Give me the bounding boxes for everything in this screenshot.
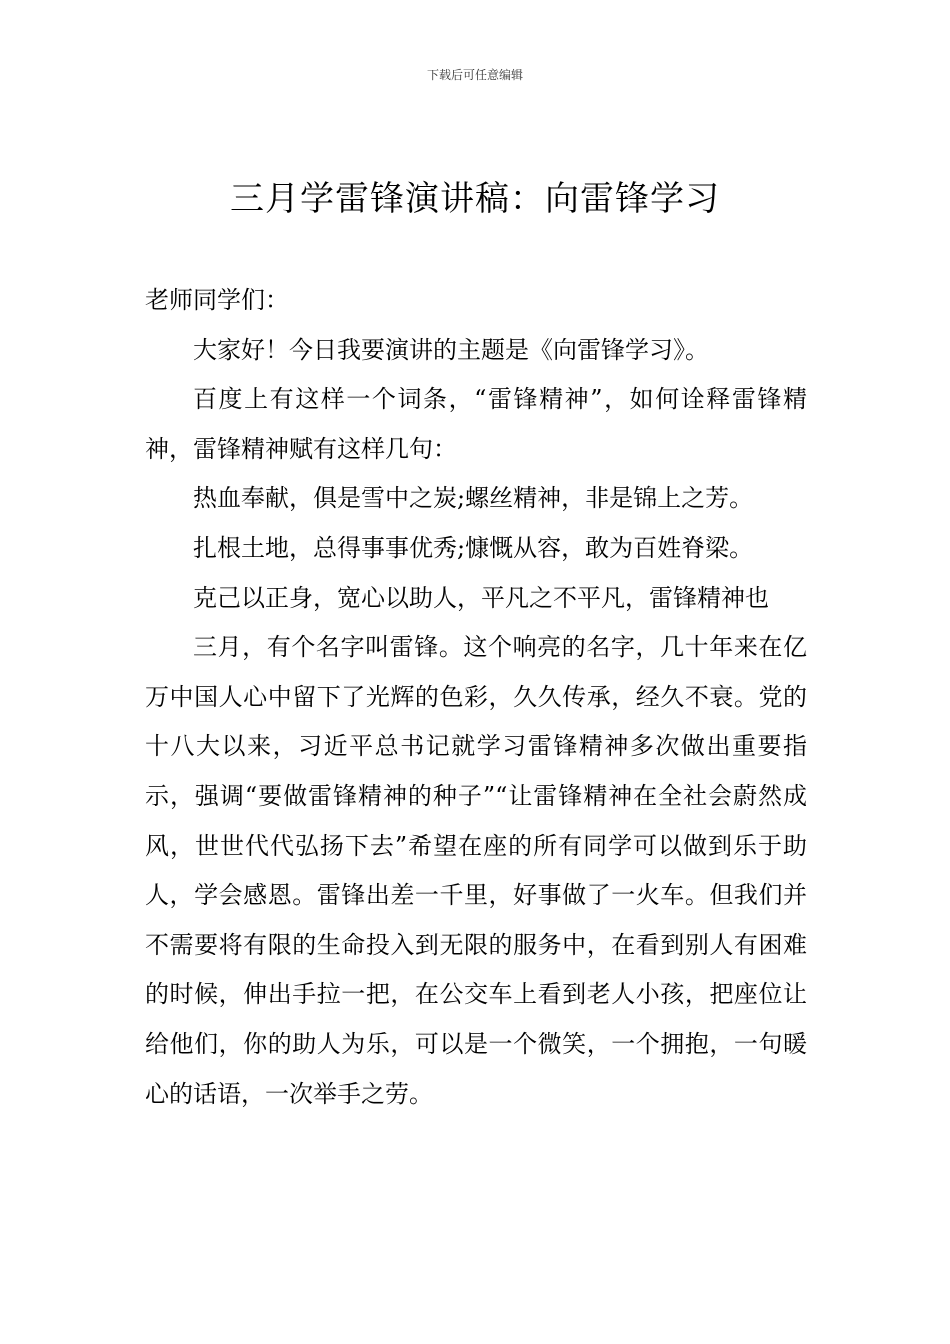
paragraph-verse-1: 热血奉献，俱是雪中之炭;螺丝精神，非是锦上之芳。: [193, 484, 754, 513]
paragraph-greeting: 大家好！今日我要演讲的主题是《向雷锋学习》。: [193, 335, 709, 364]
document-title: 三月学雷锋演讲稿：向雷锋学习: [230, 179, 720, 219]
paragraph-march-lei-feng: 三月，有个名字叫雷锋。这个响亮的名字，几十年来在亿万中国人心中留下了光辉的色彩，久久传承，经久不衰。党的十八大以来，习近平总书记就学习雷锋精神多次做出重要指示，强调“要做雷锋精神的种子”“让雷锋精神在全社会蔚然成风，世世代代弘扬下去”希望在座的所有同学可以做到乐于助人，学会感恩。雷锋出差一千里，好事做了一火车。但我们并不需要将有限的生命投入到无限的服务中，在看到别人有困难的时候，伸出手拉一把，在公交车上看到老人小孩，把座位让给他们，你的助人为乐，可以是一个微笑，一个拥抱，一句暖心的话语，一次举手之劳。: [145, 633, 807, 1108]
paragraph-verse-3: 克己以正身，宽心以助人，平凡之不平凡，雷锋精神也: [193, 583, 769, 612]
document-body: [145, 276, 807, 1119]
paragraph-baidu-entry: 百度上有这样一个词条，“雷锋精神”，如何诠释雷锋精神，雷锋精神赋有这样几句：: [145, 385, 807, 463]
salutation: 老师同学们：: [145, 286, 289, 314]
header-note: 下载后可任意编辑: [426, 68, 523, 82]
paragraph-verse-2: 扎根土地，总得事事优秀;慷慨从容，敢为百姓脊梁。: [193, 533, 754, 562]
